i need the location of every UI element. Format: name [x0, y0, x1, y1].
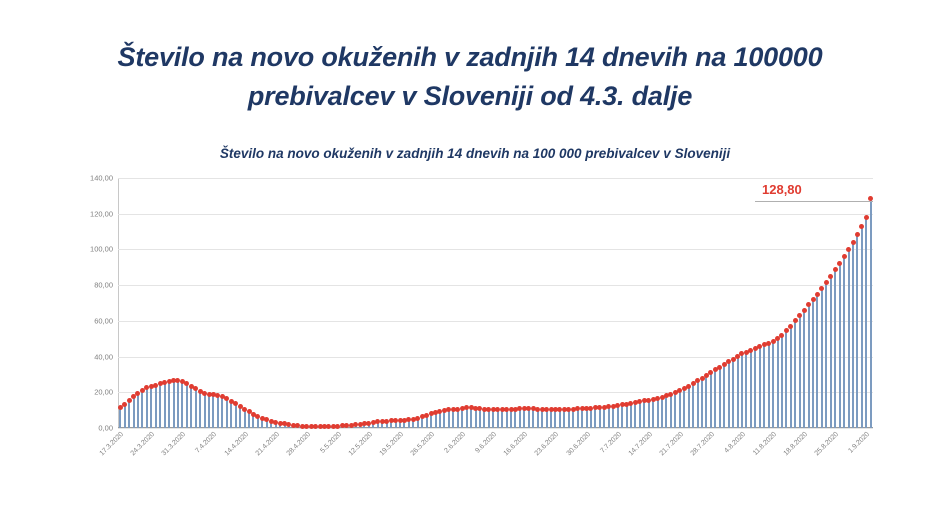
x-axis-tick-label: 11.8.2020 [752, 431, 779, 457]
y-axis-tick-label: 120,00 [90, 209, 113, 219]
x-axis-tick-label: 25.8.2020 [813, 431, 841, 458]
x-axis-tick-label: 5.5.2020 [319, 431, 343, 455]
x-axis-tick-label: 14.7.2020 [627, 431, 654, 458]
x-axis-tick-label: 1.9.2020 [847, 431, 872, 455]
x-axis-tick-label: 14.4.2020 [223, 431, 250, 458]
annotation-box [755, 178, 833, 200]
x-axis-tick-label: 31.3.2020 [161, 431, 188, 458]
annotation-leader-line [755, 201, 873, 202]
x-axis-tick-label: 9.6.2020 [474, 431, 499, 455]
x-axis-tick-label: 4.8.2020 [723, 431, 747, 455]
x-axis-tick-label: 7.4.2020 [194, 431, 219, 455]
x-axis-tick-label: 24.3.2020 [129, 431, 157, 458]
x-axis-tick-label: 30.6.2020 [565, 431, 592, 458]
x-axis-tick-label: 17.3.2020 [98, 431, 126, 458]
x-axis-tick-label: 16.6.2020 [502, 431, 530, 458]
chart-container [55, 140, 895, 490]
x-axis-tick-label: 21.7.2020 [658, 431, 685, 458]
plot-area [90, 173, 873, 458]
x-axis-tick-label: 28.4.2020 [285, 431, 312, 458]
x-axis-tick-label: 23.6.2020 [534, 431, 561, 458]
y-axis-tick-label: 80,00 [94, 280, 113, 290]
x-axis-tick-label: 26.5.2020 [409, 431, 437, 458]
x-axis-tick-label: 19.5.2020 [378, 431, 405, 458]
x-axis-tick-label: 12.5.2020 [347, 431, 374, 458]
gridline [118, 428, 873, 429]
x-axis-tick-label: 2.6.2020 [443, 431, 468, 455]
page-title: Število na novo okuženih v zadnjih 14 dnevih na 100000 prebivalcev v Sloveniji od 4.3. dalje [117, 42, 823, 112]
y-axis-tick-label: 100,00 [90, 244, 113, 254]
y-axis-tick-label: 60,00 [94, 316, 113, 326]
x-axis-tick-label: 18.8.2020 [782, 431, 810, 458]
value-annotation: 128,80 [762, 182, 802, 197]
y-axis-tick-label: 0,00 [98, 423, 113, 433]
y-axis-tick-label: 140,00 [90, 173, 113, 183]
y-axis-tick-label: 20,00 [94, 387, 113, 397]
x-axis-tick-label: 7.7.2020 [598, 431, 623, 455]
x-axis-tick-label: 28.7.2020 [689, 431, 716, 458]
y-axis-tick-label: 40,00 [94, 352, 113, 362]
chart-title: Število na novo okuženih v zadnjih 14 dnevih na 100 000 prebivalcev v Sloveniji [219, 146, 731, 161]
x-axis-tick-label: 21.4.2020 [254, 431, 281, 458]
